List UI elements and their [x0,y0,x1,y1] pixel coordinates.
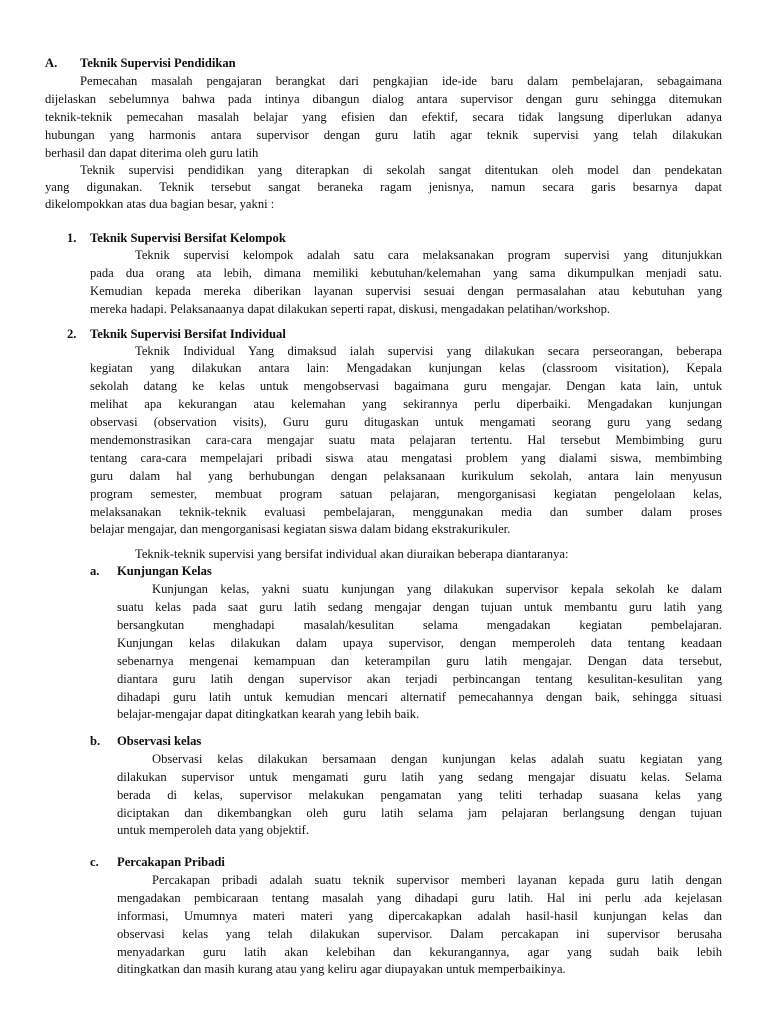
intro-line: berhasil dan dapat diterima oleh guru latih [45,146,259,160]
item1-line: pada dua orang ata lebih, dimana memiliki kebutuhan/kelemahan yang sama dikumpulkan menjadi satu. [90,266,722,280]
item1-number: 1. [67,231,77,245]
item2-line: mendemonstrasikan cara-cara mengajar suatu mata pelajaran tertentu. Hal tersebut Membimbing guru [90,433,722,447]
subB-line: dilakukan supervisor untuk mengamati guru latih yang sedang mengajar disuatu kelas. Selama [117,770,722,784]
item2-line: observasi (observation visits), Guru guru ditugaskan untuk mengamati seorang guru yang sedang [90,415,722,429]
subA-line: dihadapi guru latih untuk kemudian mencari alternatif pemecahannya dengan baik, sehingga situasi [117,690,722,704]
intro-line: Pemecahan masalah pengajaran berangkat dari pengkajian ide-ide baru dalam pembelajaran, sebagaimana [80,74,722,88]
section-label: A. [45,56,58,70]
subB-label: b. [90,734,101,748]
intro-line: hubungan yang harmonis antara supervisor dengan guru latih agar teknik supervisi yang telah dilakukan [45,128,722,142]
subB-line: berada di kelas, supervisor melakukan pengamatan yang teliti terhadap suasana kelas yang [117,788,722,802]
item2-number: 2. [67,327,77,341]
subC-label: c. [90,855,99,869]
item1-line: Teknik supervisi kelompok adalah satu cara melaksanakan program supervisi yang ditunjukkan [135,248,722,262]
item1-title: Teknik Supervisi Bersifat Kelompok [90,231,286,245]
subC-line: observasi kelas yang telah dilakukan supervisor. Dalam percakapan ini supervisor berusaha [117,927,722,941]
item2-line: belajar mengajar, dan mengorganisasi kegiatan siswa dalam bidang ekstrakurikuler. [90,522,511,536]
item2-line: guru dalam hal yang berhubungan dengan pelaksanaan kurikulum sekolah, antara lain menyusun [90,469,722,483]
item2-line: melihat apa kekurangan atau kelemahan yang sekirannya perlu diperbaiki. Mengadakan kunjungan [90,397,722,411]
intro-line: teknik-teknik pemecahan masalah belajar yang efisien dan efektif, secara tidak langsung diperlukan adanya [45,110,722,124]
subC-title: Percakapan Pribadi [117,855,225,869]
subA-line: suatu kelas pada saat guru latih sedang mengajar dengan tujuan untuk membantu guru latih yang [117,600,722,614]
intro-line: dijelaskan sebelumnya bahwa pada intinya dibangun dialog antara supervisor dengan guru sehingga ditemukan [45,92,722,106]
subA-line: sebenarnya mengenai kemampuan dan keterampilan guru latih mengajar. Dengan data tersebut, [117,654,722,668]
subA-line: belajar-mengajar dapat ditingkatkan kearah yang lebih baik. [117,707,420,721]
intro-line: dikelompokkan atas dua bagian besar, yakni : [45,197,275,211]
subA-line: diantara guru latih dengan supervisor akan terjadi perbincangan tentang kesulitan-kesulitan yang [117,672,722,686]
subA-line: bersangkutan menghadapi masalah/kesulitan selama mengadakan kegiatan pembelajaran. [117,618,722,632]
intro-line: Teknik supervisi pendidikan yang diterapkan di sekolah sangat ditentukan oleh model dan pendekatan [80,163,722,177]
item2-line: kegiatan yang dilakukan antara lain: Mengadakan kunjungan kelas (classroom visitation), Kepala [90,361,722,375]
item1-line: Kemudian kepada mereka diberikan layanan supervisi sesuai dengan permasalahan atau kebutuhan yang [90,284,722,298]
subA-line: Kunjungan kelas, yakni suatu kunjungan yang dilakukan supervisor kepala sekolah ke dalam [152,582,722,596]
subA-title: Kunjungan Kelas [117,564,212,578]
subC-line: mengadakan pembicaraan tentang masalah yang dihadapi guru latih. Hal ini perlu ada kejelasan [117,891,722,905]
subC-line: ditingkatkan dan masih kurang atau yang keliru agar diupayakan untuk memperbaikinya. [117,962,566,976]
subB-line: untuk memperoleh data yang objektif. [117,823,309,837]
item1-line: mereka hadapi. Pelaksanaanya dapat dilakukan seperti rapat, diskusi, mengadakan pelatihan/workshop. [90,302,611,316]
item2-lead: Teknik-teknik supervisi yang bersifat individual akan diuraikan beberapa diantaranya: [135,547,569,561]
intro-line: yang digunakan. Teknik tersebut sangat beraneka ragam jenisnya, namun secara garis besarnya dapat [45,180,722,194]
subC-line: informasi, Umumnya materi materi yang dipercakapkan adalah hasil-hasil kunjungan kelas dan [117,909,722,923]
item2-line: sekolah datang ke kelas untuk mengobservasi bagaimana guru mengajar. Dengan kata lain, untuk [90,379,722,393]
item2-line: tentang cara-cara mempelajari pribadi siswa atau mengatasi problem yang dialami siswa, membimbing [90,451,722,465]
subC-line: Percakapan pribadi adalah suatu teknik supervisor memberi layanan kepada guru latih dengan [152,873,722,887]
item2-line: program semester, membuat program satuan pelajaran, mengorganisasi kegiatan pengelolaan kelas, [90,487,722,501]
subC-line: menyadarkan guru latih akan kelebihan dan kekurangannya, agar yang sudah baik lebih [117,945,722,959]
subA-label: a. [90,564,100,578]
subB-line: Observasi kelas dilakukan bersamaan dengan kunjungan kelas adalah suatu kegiatan yang [152,752,722,766]
subB-line: diciptakan dan dikembangkan oleh guru latih selama jam pelajaran berlangsung dengan tujuan [117,806,722,820]
item2-line: melaksanakan teknik-teknik evaluasi pembelajaran, menggunakan media dan sumber dalam proses [90,505,722,519]
item2-line: Teknik Individual Yang dimaksud ialah supervisi yang dilakukan secara perseorangan, beberapa [135,344,722,358]
subA-line: Kunjungan kelas dilakukan dalam upaya supervisor, dengan memperoleh data tentang keadaan [117,636,722,650]
item2-title: Teknik Supervisi Bersifat Individual [90,327,286,341]
section-title: Teknik Supervisi Pendidikan [80,56,236,70]
subB-title: Observasi kelas [117,734,202,748]
